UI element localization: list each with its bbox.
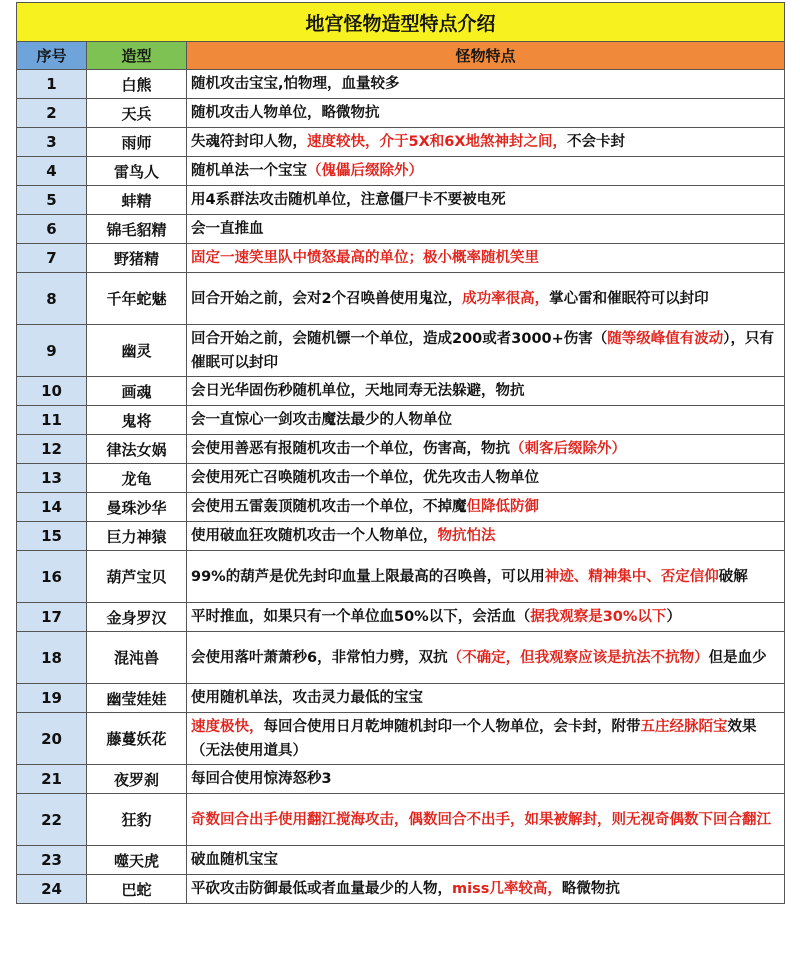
- row-index: 18: [17, 632, 87, 684]
- table-row: [17, 157, 785, 186]
- table-row: [17, 406, 785, 435]
- row-type: 夜罗刹: [87, 765, 187, 794]
- feature-text: 掌心雷和催眠符可以封印: [549, 290, 709, 307]
- row-index: 10: [17, 377, 87, 406]
- row-type: 狂豹: [87, 794, 187, 846]
- row-feature: [187, 765, 785, 794]
- table-row: [17, 522, 785, 551]
- table-row: [17, 493, 785, 522]
- feature-highlight-text: 固定一速笑里队中愤怒最高的单位；极小概率随机笑里: [191, 250, 539, 266]
- row-index: 14: [17, 493, 87, 522]
- row-type: 幽莹娃娃: [87, 684, 187, 713]
- row-type: 巨力神猿: [87, 522, 187, 551]
- row-type: 巴蛇: [87, 875, 187, 904]
- row-feature: [187, 464, 785, 493]
- row-feature: [187, 684, 785, 713]
- feature-text: 会使用死亡召唤随机攻击一个单位，优先攻击人物单位: [191, 470, 539, 486]
- table-row: [17, 846, 785, 875]
- feature-text: 每回合使用日月乾坤随机封印一个人物单位，会卡封，附带: [263, 718, 641, 735]
- row-feature: [187, 406, 785, 435]
- feature-text: 破血随机宝宝: [191, 852, 278, 868]
- row-type: 雨师: [87, 128, 187, 157]
- row-feature: [187, 157, 785, 186]
- row-index: 22: [17, 794, 87, 846]
- feature-text: 平砍攻击防御最低或者血量最少的人物，: [191, 881, 452, 897]
- monster-table-container: [16, 2, 784, 904]
- table-row: [17, 99, 785, 128]
- row-type: 混沌兽: [87, 632, 187, 684]
- row-type: 蚌精: [87, 186, 187, 215]
- feature-highlight-text: 速度极快，: [191, 718, 264, 735]
- feature-text: 破解: [718, 568, 748, 585]
- row-feature: [187, 713, 785, 765]
- feature-highlight-text: （傀儡后缀除外）: [307, 163, 423, 179]
- feature-text: ）: [666, 609, 681, 625]
- feature-highlight-text: 随等级峰值有波动: [607, 330, 724, 347]
- feature-text: 使用随机单法，攻击灵力最低的宝宝: [191, 690, 423, 706]
- feature-text: 每回合使用惊涛怒秒3: [191, 771, 332, 787]
- feature-text: 随机单法一个宝宝: [191, 163, 307, 179]
- row-index: 5: [17, 186, 87, 215]
- row-type: 画魂: [87, 377, 187, 406]
- row-type: 藤蔓妖花: [87, 713, 187, 765]
- feature-text: 不会卡封: [567, 134, 626, 150]
- row-feature: [187, 435, 785, 464]
- feature-text: ），只有催眠可以封印: [191, 330, 775, 371]
- row-index: 23: [17, 846, 87, 875]
- row-index: 3: [17, 128, 87, 157]
- feature-text: 效果（无法使用道具）: [191, 718, 757, 759]
- row-feature: [187, 551, 785, 603]
- row-feature: [187, 875, 785, 904]
- feature-highlight-text: 奇数回合出手使用翻江搅海攻击，偶数回合不出手，如果被解封，则无视奇偶数下回合翻江: [191, 811, 771, 828]
- row-type: 噬天虎: [87, 846, 187, 875]
- table-row: [17, 244, 785, 273]
- row-feature: [187, 99, 785, 128]
- feature-text: 会使用善恶有报随机攻击一个单位，伤害高，物抗: [191, 441, 510, 457]
- row-index: 17: [17, 603, 87, 632]
- feature-text: 99%的葫芦是优先封印血量上限最高的召唤兽，可以用: [191, 568, 545, 585]
- row-index: 7: [17, 244, 87, 273]
- row-index: 20: [17, 713, 87, 765]
- monster-table: [16, 2, 785, 904]
- feature-text: 随机攻击宝宝,怕物理，血量较多: [191, 76, 400, 92]
- feature-text: 略微物抗: [561, 881, 620, 897]
- row-feature: [187, 325, 785, 377]
- table-row: [17, 713, 785, 765]
- feature-highlight-text: 据我观察是30%以下: [530, 609, 667, 625]
- feature-highlight-text: （不确定，但我观察应该是抗法不抗物）: [447, 649, 709, 666]
- feature-highlight-text: 物抗怕法: [437, 528, 496, 544]
- row-type: 律法女娲: [87, 435, 187, 464]
- row-type: 雷鸟人: [87, 157, 187, 186]
- row-index: 24: [17, 875, 87, 904]
- feature-text: 使用破血狂攻随机攻击一个人物单位，: [191, 528, 438, 544]
- row-index: 2: [17, 99, 87, 128]
- row-index: 21: [17, 765, 87, 794]
- feature-text: 但是血少: [708, 649, 767, 666]
- feature-text: 会使用落叶萧萧秒6，非常怕力劈，双抗: [191, 649, 448, 666]
- row-index: 4: [17, 157, 87, 186]
- row-index: 13: [17, 464, 87, 493]
- row-type: 野猪精: [87, 244, 187, 273]
- feature-text: 用4系群法攻击随机单位，注意僵尸卡不要被电死: [191, 192, 506, 208]
- row-feature: [187, 632, 785, 684]
- feature-highlight-text: 神迹、精神集中、否定信仰: [544, 568, 719, 585]
- row-index: 16: [17, 551, 87, 603]
- feature-text: 会使用五雷轰顶随机攻击一个单位，不掉魔: [191, 499, 467, 515]
- row-index: 1: [17, 70, 87, 99]
- table-row: [17, 684, 785, 713]
- table-row: [17, 215, 785, 244]
- feature-highlight-text: （刺客后缀除外）: [510, 441, 626, 457]
- table-row: [17, 632, 785, 684]
- feature-text: 回合开始之前，会随机镖一个单位，造成200或者3000+伤害（: [191, 330, 608, 347]
- table-row: [17, 70, 785, 99]
- row-feature: [187, 215, 785, 244]
- feature-highlight-text: 五庄经脉陌宝: [640, 718, 728, 735]
- table-row: [17, 128, 785, 157]
- row-index: 15: [17, 522, 87, 551]
- row-index: 12: [17, 435, 87, 464]
- feature-text: 会一直推血: [191, 221, 264, 237]
- table-row: [17, 377, 785, 406]
- feature-highlight-text: 但降低防御: [466, 499, 539, 515]
- table-header-row: [17, 42, 785, 70]
- row-feature: [187, 522, 785, 551]
- row-feature: [187, 186, 785, 215]
- row-feature: [187, 603, 785, 632]
- row-feature: [187, 794, 785, 846]
- row-type: 龙龟: [87, 464, 187, 493]
- header-type: 造型: [87, 42, 187, 70]
- table-row: [17, 464, 785, 493]
- row-index: 6: [17, 215, 87, 244]
- table-body: [17, 70, 785, 904]
- feature-text: 会一直惊心一剑攻击魔法最少的人物单位: [191, 412, 452, 428]
- feature-text: 会日光华固伤秒随机单位，天地同寿无法躲避，物抗: [191, 383, 525, 399]
- header-index: 序号: [17, 42, 87, 70]
- feature-text: 平时推血，如果只有一个单位血50%以下，会活血（: [191, 609, 531, 625]
- row-type: 天兵: [87, 99, 187, 128]
- row-index: 11: [17, 406, 87, 435]
- row-type: 金身罗汉: [87, 603, 187, 632]
- table-row: [17, 325, 785, 377]
- row-type: 锦毛貂精: [87, 215, 187, 244]
- table-row: [17, 765, 785, 794]
- row-feature: [187, 244, 785, 273]
- row-type: 白熊: [87, 70, 187, 99]
- table-row: [17, 603, 785, 632]
- table-row: [17, 273, 785, 325]
- row-type: 葫芦宝贝: [87, 551, 187, 603]
- feature-text: 随机攻击人物单位，略微物抗: [191, 105, 380, 121]
- feature-highlight-text: 成功率很高，: [462, 290, 550, 307]
- table-row: [17, 794, 785, 846]
- feature-text: 失魂符封印人物，: [191, 134, 307, 150]
- table-row: [17, 435, 785, 464]
- row-feature: [187, 128, 785, 157]
- feature-highlight-text: miss几率较高，: [452, 881, 562, 897]
- row-feature: [187, 377, 785, 406]
- table-row: [17, 551, 785, 603]
- row-type: 鬼将: [87, 406, 187, 435]
- table-row: [17, 875, 785, 904]
- row-feature: [187, 493, 785, 522]
- row-feature: [187, 846, 785, 875]
- header-feature: 怪物特点: [187, 42, 785, 70]
- row-index: 8: [17, 273, 87, 325]
- feature-text: 回合开始之前，会对2个召唤兽使用鬼泣，: [191, 290, 463, 307]
- row-type: 曼珠沙华: [87, 493, 187, 522]
- row-type: 幽灵: [87, 325, 187, 377]
- table-row: [17, 186, 785, 215]
- feature-highlight-text: 速度较快，介于5X和6X地煞神封之间，: [307, 134, 568, 150]
- row-feature: [187, 273, 785, 325]
- page-title: 地宫怪物造型特点介绍: [17, 3, 785, 42]
- row-feature: [187, 70, 785, 99]
- row-type: 千年蛇魅: [87, 273, 187, 325]
- row-index: 9: [17, 325, 87, 377]
- row-index: 19: [17, 684, 87, 713]
